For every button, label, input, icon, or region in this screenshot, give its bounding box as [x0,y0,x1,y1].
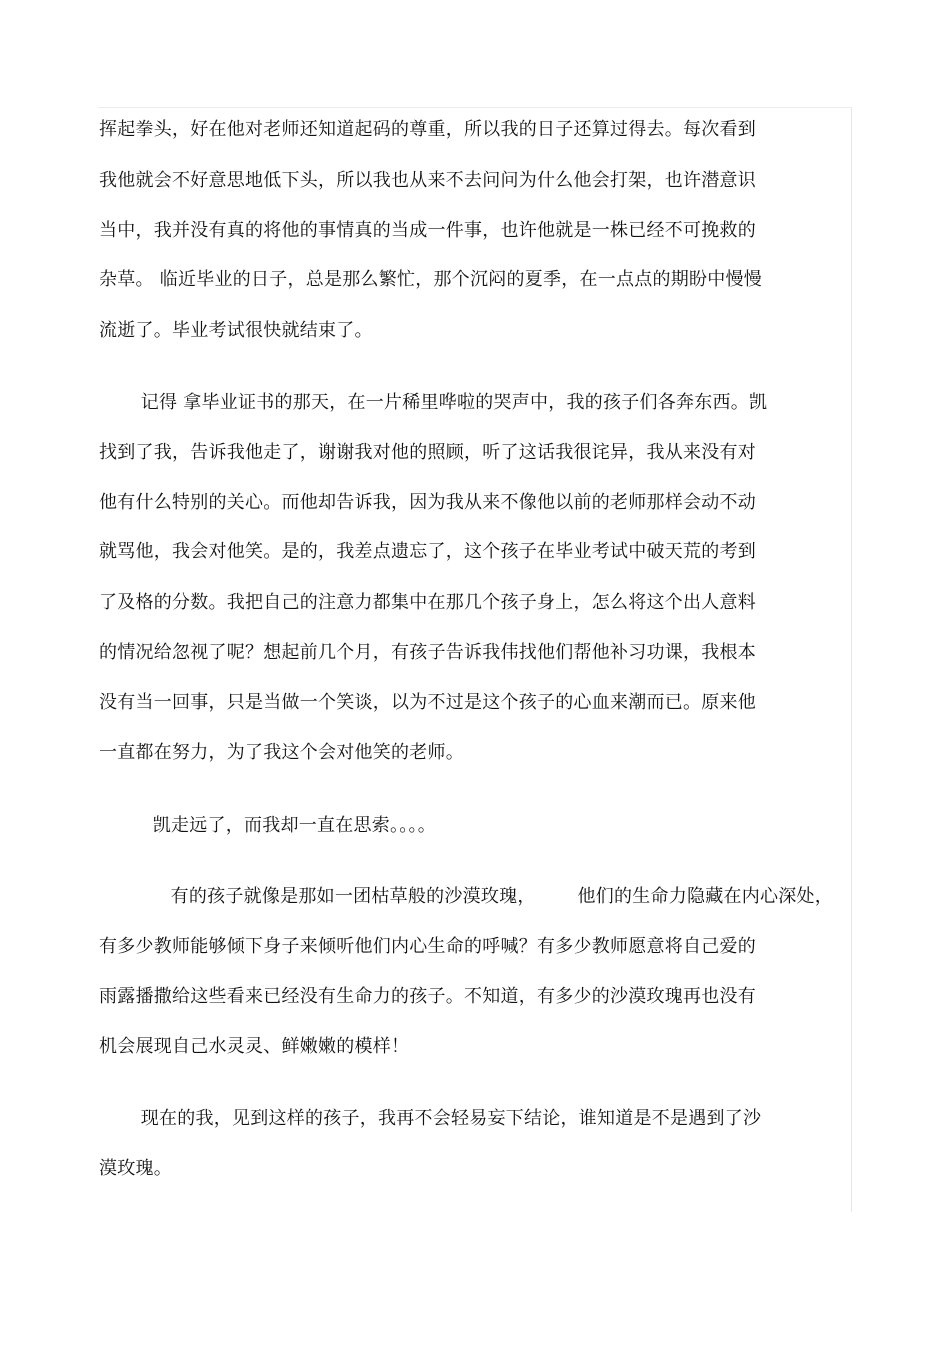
text-line: 找到了我，告诉我他走了，谢谢我对他的照顾，听了这话我很诧异，我从来没有对 [99,442,756,463]
text-line: 杂草。 临近毕业的日子，总是那么繁忙，那个沉闷的夏季，在一点点的期盼中慢慢 [99,269,762,290]
text-line: 有多少教师能够倾下身子来倾听他们内心生命的呼喊？有多少教师愿意将自己爱的 [99,936,756,957]
text-line: 凯走远了，而我却一直在思索。。。。 [99,815,436,836]
text-line: 没有当一回事，只是当做一个笑谈，以为不过是这个孩子的心血来潮而已。原来他 [99,692,756,713]
text-line: 有的孩子就像是那如一团枯草般的沙漠玫瑰， 他们的生命力隐藏在内心深处， [99,886,833,907]
text-line: 挥起拳头，好在他对老师还知道起码的尊重，所以我的日子还算过得去。每次看到 [99,119,756,140]
text-line: 一直都在努力，为了我这个会对他笑的老师。 [99,742,464,763]
text-line: 的情况给忽视了呢？想起前几个月，有孩子告诉我伟找他们帮他补习功课，我根本 [99,642,756,663]
text-line: 漠玫瑰。 [99,1158,172,1179]
text-line: 就骂他，我会对他笑。是的，我差点遗忘了，这个孩子在毕业考试中破天荒的考到 [99,541,756,562]
text-line: 他有什么特别的关心。而他却告诉我，因为我从来不像他以前的老师那样会动不动 [99,492,756,513]
text-line: 机会展现自己水灵灵、鲜嫩嫩的模样！ [99,1036,410,1057]
page-frame-right-border [851,107,852,1212]
text-line: 现在的我，见到这样的孩子，我再不会轻易妄下结论，谁知道是不是遇到了沙 [99,1108,762,1129]
text-line: 当中，我并没有真的将他的事情真的当成一件事，也许他就是一株已经不可挽救的 [99,220,756,241]
text-line: 流逝了。毕业考试很快就结束了。 [99,320,373,341]
text-line: 雨露播撒给这些看来已经没有生命力的孩子。不知道，有多少的沙漠玫瑰再也没有 [99,986,756,1007]
text-line: 记得 拿毕业证书的那天，在一片稀里哗啦的哭声中，我的孩子们各奔东西。凯 [99,392,768,413]
text-line: 我他就会不好意思地低下头，所以我也从来不去问问为什么他会打架，也许潜意识 [99,170,756,191]
page-frame-top-border [98,107,852,108]
text-line: 了及格的分数。我把自己的注意力都集中在那几个孩子身上，怎么将这个出人意料 [99,592,756,613]
